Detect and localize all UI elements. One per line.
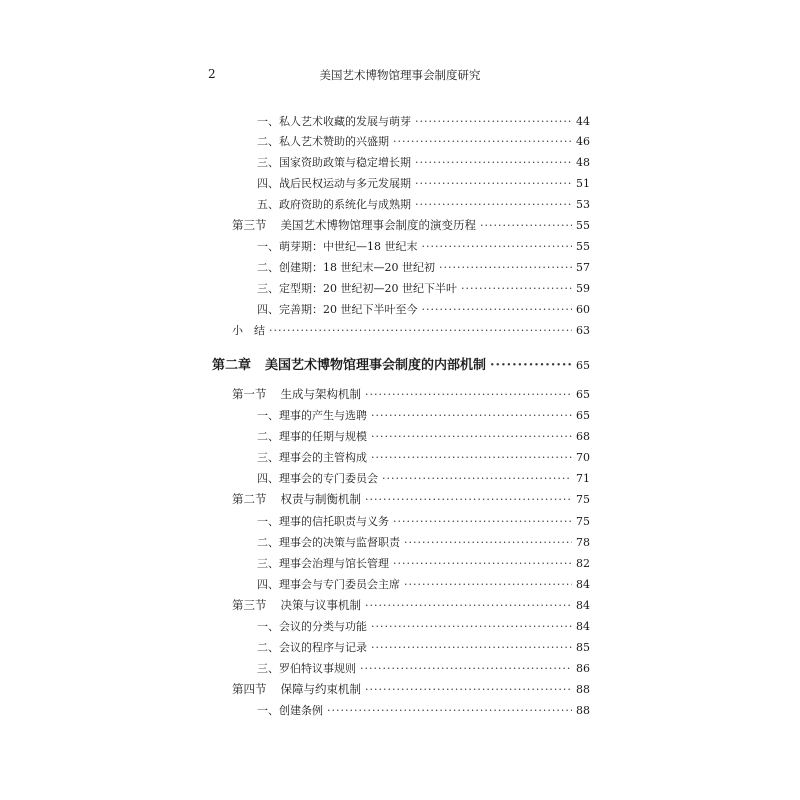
toc-page-number: 57 (576, 261, 590, 274)
toc-page-number: 75 (576, 493, 590, 506)
toc-page-number: 85 (576, 641, 590, 654)
toc-page-number: 44 (576, 115, 590, 128)
toc-entry-text: 四、战后民权运动与多元发展期 (257, 177, 411, 190)
dot-leader (365, 683, 572, 696)
toc-entry-number: 第三节 (232, 218, 267, 232)
toc-item[interactable] (257, 513, 590, 529)
toc-entry-title (257, 449, 367, 465)
dot-leader (365, 388, 572, 401)
toc-item[interactable] (257, 639, 590, 655)
toc-page-number: 82 (576, 557, 590, 570)
dot-leader (269, 324, 572, 337)
toc-entry-text: 美国艺术博物馆理事会制度的内部机制 (265, 358, 487, 373)
toc-entry-title (232, 386, 361, 402)
toc-entry-text: 保障与约束机制 (280, 682, 361, 696)
dot-leader (439, 261, 572, 274)
toc-page-number: 48 (576, 156, 590, 169)
toc-item[interactable] (257, 470, 590, 486)
toc-entry-title (232, 491, 361, 507)
toc-entry-text: 二、会议的程序与记录 (257, 641, 367, 654)
toc-entry-title (257, 618, 367, 634)
toc-entry-title (257, 407, 367, 423)
toc-page-number: 84 (576, 620, 590, 633)
toc-entry-title (257, 280, 457, 296)
dot-leader (365, 599, 572, 612)
toc-entry-text: 一、理事的信托职责与义务 (257, 515, 389, 528)
toc-item[interactable] (257, 534, 590, 550)
toc-entry-title (257, 133, 389, 149)
toc-item[interactable] (257, 428, 590, 444)
toc-entry-title (257, 513, 389, 529)
toc-entry-title (257, 259, 435, 275)
toc-entry-title (257, 238, 418, 254)
toc-item[interactable] (257, 280, 590, 296)
dot-leader (393, 515, 572, 528)
toc-page-number: 86 (576, 662, 590, 675)
toc-item[interactable] (257, 407, 590, 423)
dot-leader (393, 135, 572, 148)
toc-entry-text: 四、完善期：20 世纪下半叶至今 (257, 303, 418, 316)
page-header (0, 67, 800, 83)
toc-entry-text: 权责与制衡机制 (280, 492, 361, 506)
toc-chapter[interactable] (212, 354, 590, 373)
dot-leader (365, 493, 572, 506)
toc-entry-text: 四、理事会的专门委员会 (257, 472, 378, 485)
toc-entry-text: 三、理事会的主管构成 (257, 451, 367, 464)
toc-item[interactable] (257, 449, 590, 465)
toc-entry-title (212, 354, 486, 373)
toc-item[interactable] (257, 660, 590, 676)
toc-page-number: 59 (576, 282, 590, 295)
toc-entry-text: 二、私人艺术赞助的兴盛期 (257, 135, 389, 148)
dot-leader (382, 472, 572, 485)
toc-page-number: 75 (576, 515, 590, 528)
toc-page-number: 88 (576, 704, 590, 717)
toc-entry-title (257, 639, 367, 655)
toc-page-number: 55 (576, 219, 590, 232)
toc-page-number: 78 (576, 536, 590, 549)
running-title: 美国艺术博物馆理事会制度研究 (319, 68, 481, 82)
toc-entry-number: 第四节 (232, 682, 267, 696)
toc-entry-title (257, 154, 411, 170)
dot-leader (327, 704, 572, 717)
toc-entry-title (232, 217, 476, 233)
toc-entry-title (232, 322, 265, 338)
dot-leader (371, 620, 572, 633)
toc-page-number: 55 (576, 240, 590, 253)
dot-leader (404, 536, 572, 549)
toc-entry-title (232, 681, 361, 697)
toc-page-number: 46 (576, 135, 590, 148)
toc-entry-title (257, 555, 389, 571)
dot-leader (480, 219, 572, 232)
toc-entry-number: 第二节 (232, 492, 267, 506)
toc-entry-title (257, 576, 400, 592)
dot-leader (490, 358, 572, 373)
toc-entry-text: 三、罗伯特议事规则 (257, 662, 356, 675)
toc-section[interactable] (232, 597, 590, 613)
toc-entry-title (257, 175, 411, 191)
dot-leader (371, 451, 572, 464)
dot-leader (371, 641, 572, 654)
dot-leader (461, 282, 572, 295)
toc-entry-text: 决策与议事机制 (280, 598, 361, 612)
toc-entry-title (232, 597, 361, 613)
toc-entry-text: 二、理事的任期与规模 (257, 430, 367, 443)
toc-section[interactable] (232, 681, 590, 697)
toc-entry-title (257, 470, 378, 486)
toc-item[interactable] (257, 238, 590, 254)
toc-page-number: 84 (576, 578, 590, 591)
toc-page-number: 84 (576, 599, 590, 612)
toc-entry-title (257, 428, 367, 444)
toc-page-number: 88 (576, 683, 590, 696)
dot-leader (371, 409, 572, 422)
toc-page-number: 65 (576, 388, 590, 401)
toc-item[interactable] (257, 301, 590, 317)
toc-item[interactable] (257, 113, 590, 129)
toc-section[interactable] (232, 386, 590, 402)
toc-entry-text: 一、创建条例 (257, 704, 323, 717)
dot-leader (415, 198, 572, 211)
dot-leader (393, 557, 572, 570)
toc-item[interactable] (257, 154, 590, 170)
toc-page-number: 53 (576, 198, 590, 211)
dot-leader (404, 578, 572, 591)
toc-section[interactable] (232, 217, 590, 233)
dot-leader (415, 177, 572, 190)
toc-item[interactable] (257, 555, 590, 571)
toc-entry-title (257, 196, 411, 212)
dot-leader (415, 156, 572, 169)
toc-entry-title (257, 702, 323, 718)
toc-entry-number: 第三节 (232, 598, 267, 612)
toc-entry-text: 五、政府资助的系统化与成熟期 (257, 198, 411, 211)
toc-entry-text: 三、理事会治理与馆长管理 (257, 557, 389, 570)
toc-entry-text: 一、会议的分类与功能 (257, 620, 367, 633)
toc-item[interactable] (257, 576, 590, 592)
toc-page-number: 68 (576, 430, 590, 443)
dot-leader (360, 662, 572, 675)
toc-entry-text: 三、定型期：20 世纪初—20 世纪下半叶 (257, 282, 457, 295)
toc-page-number: 63 (576, 324, 590, 337)
dot-leader (422, 303, 573, 316)
toc-entry-text: 一、萌芽期：中世纪—18 世纪末 (257, 240, 418, 253)
toc-summary[interactable] (232, 322, 590, 338)
toc-item[interactable] (257, 702, 590, 718)
toc-entry-text: 四、理事会与专门委员会主席 (257, 578, 400, 591)
toc-entry-title (257, 660, 356, 676)
toc-entry-text: 生成与架构机制 (280, 387, 361, 401)
dot-leader (415, 115, 572, 128)
toc-item[interactable] (257, 196, 590, 212)
toc-entry-text: 小 结 (232, 324, 265, 337)
toc-entry-number: 第二章 (212, 358, 252, 373)
toc-item[interactable] (257, 618, 590, 634)
toc-entry-title (257, 113, 411, 129)
toc-entry-title (257, 534, 400, 550)
toc-page-number: 71 (576, 472, 590, 485)
dot-leader (371, 430, 572, 443)
toc-entry-text: 二、创建期：18 世纪末—20 世纪初 (257, 261, 435, 274)
toc-entry-title (257, 301, 418, 317)
toc-entry-text: 三、国家资助政策与稳定增长期 (257, 156, 411, 169)
toc-section[interactable] (232, 491, 590, 507)
toc-entry-text: 美国艺术博物馆理事会制度的演变历程 (280, 218, 476, 232)
dot-leader (422, 240, 573, 253)
toc-page-number: 51 (576, 177, 590, 190)
toc-page-number: 70 (576, 451, 590, 464)
page-number: 2 (208, 67, 216, 81)
toc-entry-text: 一、私人艺术收藏的发展与萌芽 (257, 115, 411, 128)
toc-item[interactable] (257, 133, 590, 149)
toc-entry-number: 第一节 (232, 387, 267, 401)
toc-entry-text: 二、理事会的决策与监督职责 (257, 536, 400, 549)
toc-page-number: 65 (576, 409, 590, 422)
toc-item[interactable] (257, 175, 590, 191)
toc-entry-text: 一、理事的产生与选聘 (257, 409, 367, 422)
toc-item[interactable] (257, 259, 590, 275)
toc-page-number: 60 (576, 303, 590, 316)
toc-page-number: 65 (576, 359, 590, 372)
